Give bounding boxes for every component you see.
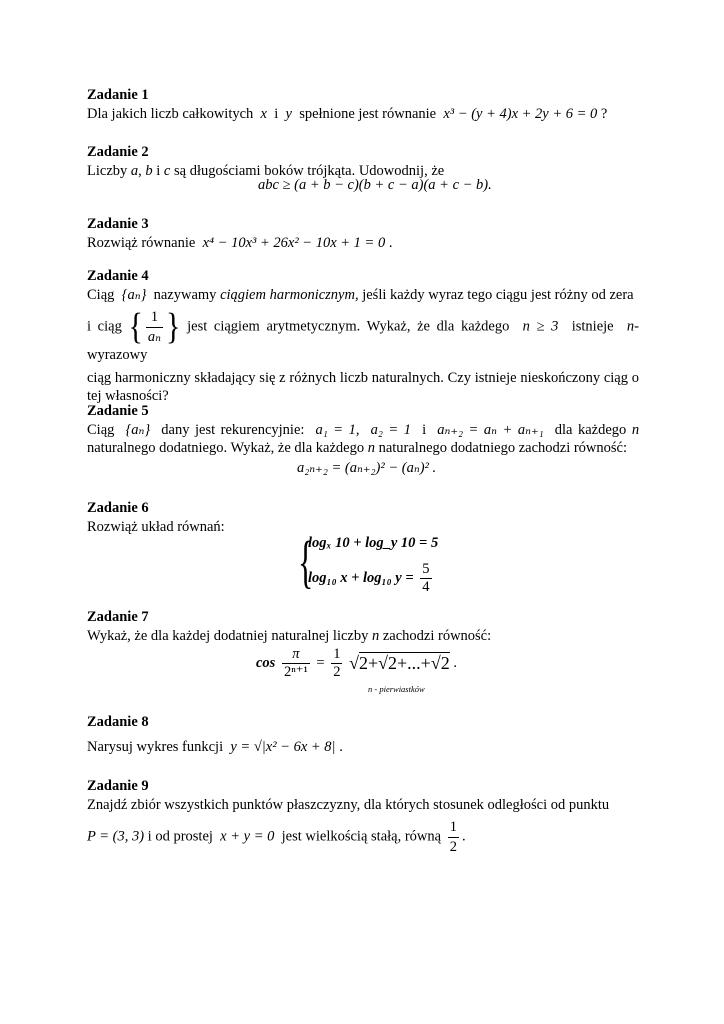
task-title: Zadanie 1 <box>87 87 149 103</box>
task-2 <box>87 143 639 180</box>
equation-system: { logₓ 10 + log_y 10 = 5 log₁₀ x + log₁₀ y = $\frac{5}{4}$ <box>298 529 439 595</box>
task-1 <box>87 86 639 123</box>
task-3 <box>87 215 639 252</box>
task-7: Zadanie 7 Wykaż, że dla każdej dodatniej naturalnej liczby n zachodzi równość: <box>87 608 639 645</box>
task-9: Zadanie 9 Znajdź zbiór wszystkich punktów płaszczyzny, dla których stosunek odległości od punktu P = (3, 3) i od prostej x + y = 0 jest wielkością stałą, równą $\frac{1}{2}$ . <box>87 777 639 856</box>
task-title: Zadanie 9 <box>87 778 149 794</box>
task-title: Zadanie 7 <box>87 609 149 625</box>
task-5: Zadanie 5 Ciąg {aₙ} dany jest rekurencyjnie: a₁ = 1, a₂ = 1 i aₙ₊₂ = aₙ + aₙ₊₁ dla każdego n naturalnego dodatniego. Wykaż, że dla każdego n naturalnego dodatniego zachodzi równość: <box>87 403 640 457</box>
task-text: Liczby a, b i c są długościami boków trójkąta. Udowodnij, że <box>87 162 445 179</box>
equation: a₂ₙ₊₂ = (aₙ₊₂)² − (aₙ)² . <box>297 460 437 476</box>
equation: y = √|x² − 6x + 8| <box>230 738 336 755</box>
task-8: Zadanie 8 Narysuj wykres funkcji y = √|x² − 6x + 8| . <box>87 713 639 756</box>
equation: abc ≥ (a + b − c)(b + c − a)(a + c − b). <box>258 177 492 193</box>
task-title: Zadanie 8 <box>87 714 149 730</box>
task-title: Zadanie 6 <box>87 500 149 516</box>
task-text: Rozwiąż równanie x⁴ − 10x³ + 26x² − 10x + 1 = 0 . <box>87 234 393 251</box>
task-text: Dla jakich liczb całkowitych x i y spełnione jest równanie x³ − (y + 4)x + 2y + 6 = 0 ? <box>87 105 608 122</box>
equation: cos $\frac{\pi}{\text{2ⁿ⁺¹}}$ = $\frac{1}{2}$ √2+√2+...+√2 . <box>256 646 457 680</box>
equation: x³ − (y + 4)x + 2y + 6 = 0 <box>443 105 598 122</box>
task-title: Zadanie 4 <box>87 268 149 284</box>
task-title: Zadanie 2 <box>87 144 149 160</box>
task-title: Zadanie 3 <box>87 216 149 232</box>
document-page: Zadanie 1 Dla jakich liczb całkowitych x i y spełnione jest równanie x³ − (y + 4)x + 2y + 6 = 0 ? Zadanie 2 Liczby a, b i c są długościami boków trójkąta. Udowodnij, że abc ≥ (a + b − c)(b + c − a)(a + c − b). Zadanie 3 Rozwiąż równanie x⁴ − 10x³ + 26x² − 10x + 1 = 0 . Zadanie 4 Ciąg {aₙ} nazywamy ciągiem harmonicznym, jeśli każdy wyraz tego ciągu jest różny od zera i ciąg { $\frac{1}{\text{aₙ}}$ } jest ciągiem arytmetycznym. Wykaż, że dla każdego n ≥ 3 istnieje n-wyrazowy ciąg harmoniczny składający się z różnych liczb naturalnych. Czy istnieje nieskończony ciąg o tej własności? Zadanie 5 Ciąg {aₙ} dany jest rekurencyjnie: a₁ = 1, a₂ = 1 i aₙ₊₂ = aₙ + aₙ₊₁ dla każdego n naturalnego dodatniego. Wykaż, że dla każdego n naturalnego dodatniego zachodzi równość: a₂ₙ₊₂ = (aₙ₊₂)² − (aₙ)² . Zadanie 6 Rozwiąż układ równań: { logₓ 10 + log_y 10 = 5 log₁₀ x + log₁₀ y = $\frac{5}{4}$ Zadanie 7 Wykaż, że dla każdej dodatniej naturalnej liczby n zachodzi równość: cos $\frac{\pi}{\text{2ⁿ⁺¹}}$ = $\frac{1}{2}$ √2+√2+...+√2 . n - pierwiastków Zadanie 8 Narysuj wykres funkcji y = √|x² − 6x + 8| . Zadanie 9 Znajdź zbiór wszystkich punktów płaszczyzny, dla których stosunek odległości od punktu P = (3, 3) i od prostej x + y = 0 jest wielkością stałą, równą $\frac{1}{2}$ . <box>87 87 640 855</box>
task-title: Zadanie 5 <box>87 403 149 419</box>
equation: x⁴ − 10x³ + 26x² − 10x + 1 = 0 <box>202 234 386 251</box>
task-6: Zadanie 6 Rozwiąż układ równań: <box>87 499 639 536</box>
task-4: Zadanie 4 Ciąg {aₙ} nazywamy ciągiem harmonicznym, jeśli każdy wyraz tego ciągu jest różny od zera i ciąg { $\frac{1}{\text{aₙ}}$ } jest ciągiem arytmetycznym. Wykaż, że dla każdego n ≥ 3 istnieje n-wyrazowy ciąg harmoniczny składający się z różnych liczb naturalnych. Czy istnieje nieskończony ciąg o tej własności? <box>87 268 640 405</box>
